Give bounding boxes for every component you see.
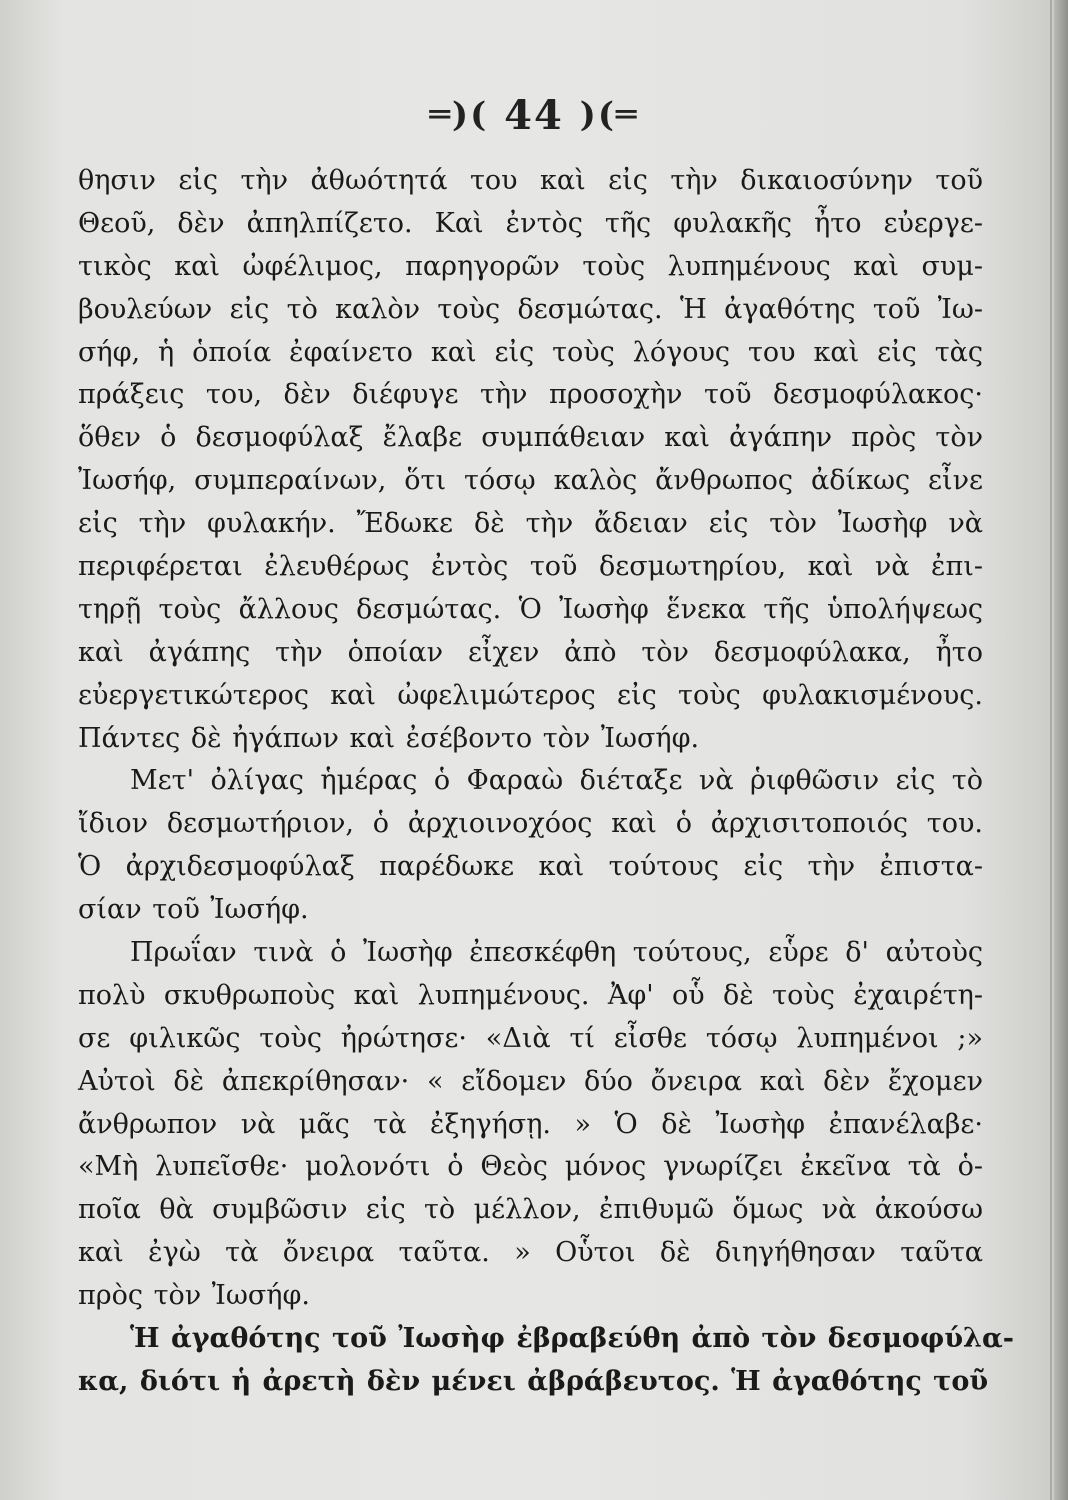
paragraph-first-line: Πρωΐαν τινὰ ὁ Ἰωσὴφ ἐπεσκέφθη τούτους, εὗρε δ' αὐτοὺς (130, 937, 983, 969)
text-line: τηρῇ τοὺς ἄλλους δεσμώτας. Ὁ Ἰωσὴφ ἕνεκα τῆς ὑπολήψεως (78, 593, 983, 625)
body-text (78, 160, 1014, 1404)
text-line: Αὐτοὶ δὲ ἀπεκρίθησαν· « εἴδομεν δύο ὄνειρα καὶ δὲν ἔχομεν (78, 1065, 983, 1097)
paragraph-last-line: σίαν τοῦ Ἰωσήφ. (78, 894, 309, 926)
text-line: σήφ, ἡ ὁποία ἐφαίνετο καὶ εἰς τοὺς λόγους του καὶ εἰς τὰς (78, 336, 983, 368)
text-line: εἰς τὴν φυλακήν. Ἔδωκε δὲ τὴν ἄδειαν εἰς τὸν Ἰωσὴφ νὰ (78, 508, 983, 540)
text-line: σε φιλικῶς τοὺς ἠρώτησε· «Διὰ τί εἶσθε τόσῳ λυπημένοι ;» (78, 1022, 983, 1054)
text-line: καὶ ἀγάπης τὴν ὁποίαν εἶχεν ἀπὸ τὸν δεσμοφύλακα, ἦτο (78, 636, 983, 668)
text-line: κα, διότι ἡ ἀρετὴ δὲν μένει ἀβράβευτος. Ἡ ἀγαθότης τοῦ (78, 1365, 989, 1397)
text-line: ποῖα θὰ συμβῶσιν εἰς τὸ μέλλον, ἐπιθυμῶ ὅμως νὰ ἀκούσω (78, 1194, 983, 1226)
text-line: βουλεύων εἰς τὸ καλὸν τοὺς δεσμώτας. Ἡ ἀγαθότης τοῦ Ἰω- (78, 293, 983, 325)
paragraph-first-line: Μετ' ὀλίγας ἡμέρας ὁ Φαραὼ διέταξε νὰ ῥιφθῶσιν εἰς τὸ (130, 765, 983, 797)
header-ornament-right: )(═ (579, 95, 639, 135)
text-line: περιφέρεται ἐλευθέρως ἐντὸς τοῦ δεσμωτηρίου, καὶ νὰ ἐπι- (78, 551, 983, 583)
text-line: ἴδιον δεσμωτήριον, ὁ ἀρχιοινοχόος καὶ ὁ ἀρχισιτοποιός του. (78, 808, 983, 840)
page-header (0, 92, 1068, 139)
page-edge-line (1050, 0, 1052, 1500)
text-line: Ὁ ἀρχιδεσμοφύλαξ παρέδωκε καὶ τούτους εἰς τὴν ἐπιστα- (78, 851, 983, 883)
binding-edge (1054, 0, 1068, 1500)
paragraph-last-line: Πάντες δὲ ἠγάπων καὶ ἐσέβοντο τὸν Ἰωσήφ. (78, 722, 700, 754)
text-line: καὶ ἐγὼ τὰ ὄνειρα ταῦτα. » Οὗτοι δὲ διηγήθησαν ταῦτα (78, 1237, 983, 1269)
paragraph-first-line: Ἡ ἀγαθότης τοῦ Ἰωσὴφ ἐβραβεύθη ἀπὸ τὸν δεσμοφύλα- (130, 1323, 1014, 1355)
header-ornament-left: ═)( (429, 95, 489, 135)
text-line: πράξεις του, δὲν διέφυγε τὴν προσοχὴν τοῦ δεσμοφύλακος· (78, 379, 983, 411)
paragraph-last-line: πρὸς τὸν Ἰωσήφ. (78, 1280, 310, 1312)
text-line: θησιν εἰς τὴν ἀθωότητά του καὶ εἰς τὴν δικαιοσύνην τοῦ (78, 165, 983, 196)
text-line: ὅθεν ὁ δεσμοφύλαξ ἔλαβε συμπάθειαν καὶ ἀγάπην πρὸς τὸν (78, 422, 983, 454)
page-number: 44 (504, 92, 564, 139)
text-line: πολὺ σκυθρωποὺς καὶ λυπημένους. Ἀφ' οὗ δὲ τοὺς ἐχαιρέτη- (78, 979, 983, 1011)
text-line: τικὸς καὶ ὠφέλιμος, παρηγορῶν τοὺς λυπημένους καὶ συμ- (78, 250, 983, 282)
text-line: Ἰωσήφ, συμπεραίνων, ὅτι τόσῳ καλὸς ἄνθρωπος ἀδίκως εἶνε (78, 465, 983, 497)
text-line: ἄνθρωπον νὰ μᾶς τὰ ἐξηγήσῃ. » Ὁ δὲ Ἰωσὴφ ἐπανέλαβε· (78, 1108, 983, 1140)
text-line: Θεοῦ, δὲν ἀπηλπίζετο. Καὶ ἐντὸς τῆς φυλακῆς ἦτο εὐεργε- (78, 207, 983, 239)
text-line: «Μὴ λυπεῖσθε· μολονότι ὁ Θεὸς μόνος γνωρίζει ἐκεῖνα τὰ ὁ- (78, 1151, 983, 1183)
text-line: εὐεργετικώτερος καὶ ὠφελιμώτερος εἰς τοὺς φυλακισμένους. (78, 679, 983, 711)
